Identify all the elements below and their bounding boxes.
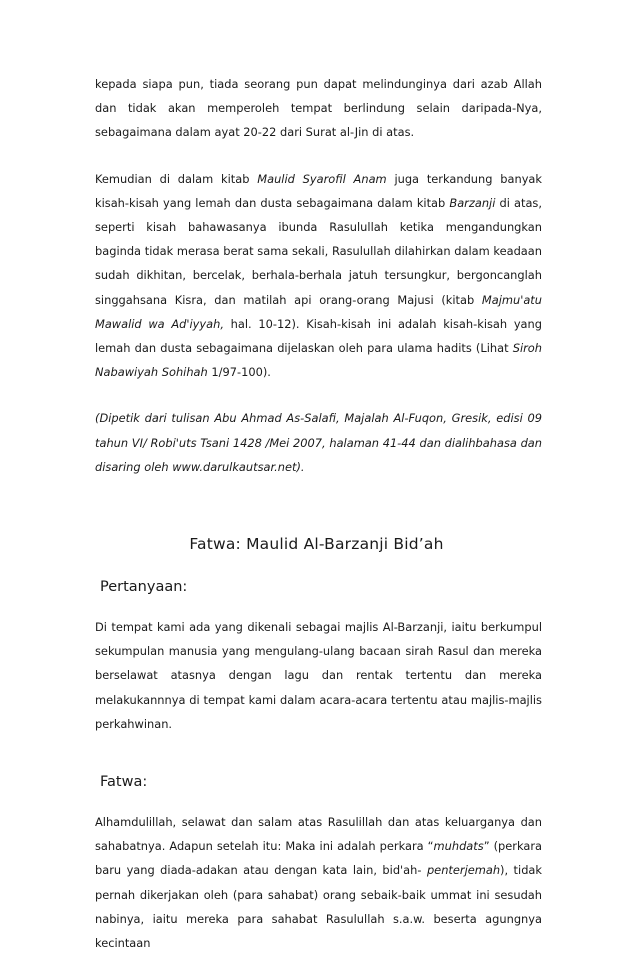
italic-text-run: penterjemah <box>426 863 501 878</box>
heading-pertanyaan: Pertanyaan: <box>100 579 188 596</box>
paragraph-maulid-syarofil <box>95 167 542 385</box>
text-run: juga terkandung banyak kisah-kisah yang lemah dan dusta sebagaimana dalam kitab <box>95 171 543 210</box>
italic-text-run: Siroh Nabawiyah Sohihah <box>95 341 542 380</box>
paragraph-question <box>95 615 542 736</box>
italic-text-run: (Dipetik dari tulisan Abu Ahmad As-Salafi, Majalah Al-Fuqon, Gresik, edisi 09 tahun VI/ Robi'uts Tsani 1428 /Mei 2007, halaman 41-44 dan dialihbahasa dan disaring oleh www.darulkautsar.net). <box>95 411 542 474</box>
paragraph-azab <box>95 72 542 145</box>
italic-text-run: Maulid Syarofil Anam <box>257 171 387 186</box>
text-run: ), tidak pernah dikerjakan oleh (para sahabat) orang sebaik-baik ummat ini sesudah nabinya, iaitu mereka para sahabat Rasulullah s.a.w. beserta agungnya kecintaan <box>95 863 542 951</box>
italic-text-run: Majmu'atu Mawalid wa Ad'iyyah, <box>95 292 542 331</box>
text-run: ” (perkara baru yang diada-adakan atau dengan kata lain, bid'ah- <box>95 839 543 878</box>
text-run: Alhamdulillah, selawat dan salam atas Rasulillah dan atas keluarganya dan sahabatnya. Adapun setelah itu: Maka ini adalah perkara “ <box>95 815 542 854</box>
italic-text-run: muhdats <box>433 839 484 854</box>
text-run: 1/97-100). <box>207 365 271 380</box>
text-run: di atas, seperti kisah bahawasanya ibunda Rasulullah ketika mengandungkan baginda tidak merasa berat sama sekali, Rasulullah dilahirkan dalam keadaan sudah dikhitan, bercelak, berhala-berhala jatuh tersungkur, bergoncanglah singgahsana Kisra, dan matilah api orang-orang Majusi (kitab <box>95 195 542 307</box>
heading-fatwa: Fatwa: <box>100 774 148 791</box>
italic-text-run: Barzanji <box>449 195 496 210</box>
paragraph-fatwa-answer <box>95 810 542 955</box>
page-title: Fatwa: Maulid Al-Barzanji Bid’ah <box>189 535 444 554</box>
paragraph-source-citation <box>95 406 542 479</box>
text-run: hal. 10-12). Kisah-kisah ini adalah kisah-kisah yang lemah dan dusta sebagaimana dijelaskan oleh para ulama hadits (Lihat <box>95 316 542 356</box>
text-run: kepada siapa pun, tiada seorang pun dapat melindunginya dari azab Allah dan tidak akan memperoleh tempat berlindung selain daripada-Nya, sebagaimana dalam ayat 20-22 dari Surat al-Jin di atas. <box>95 77 542 140</box>
text-run: Di tempat kami ada yang dikenali sebagai majlis Al-Barzanji, iaitu berkumpul sekumpulan manusia yang mengulang-ulang bacaan sirah Rasul dan mereka berselawat atasnya dengan lagu dan rentak tertentu dan mereka melakukannnya di tempat kami dalam acara-acara tertentu atau majlis-majlis perkahwinan. <box>95 620 542 731</box>
text-run: Kemudian di dalam kitab <box>95 171 258 186</box>
document-page <box>95 72 542 955</box>
